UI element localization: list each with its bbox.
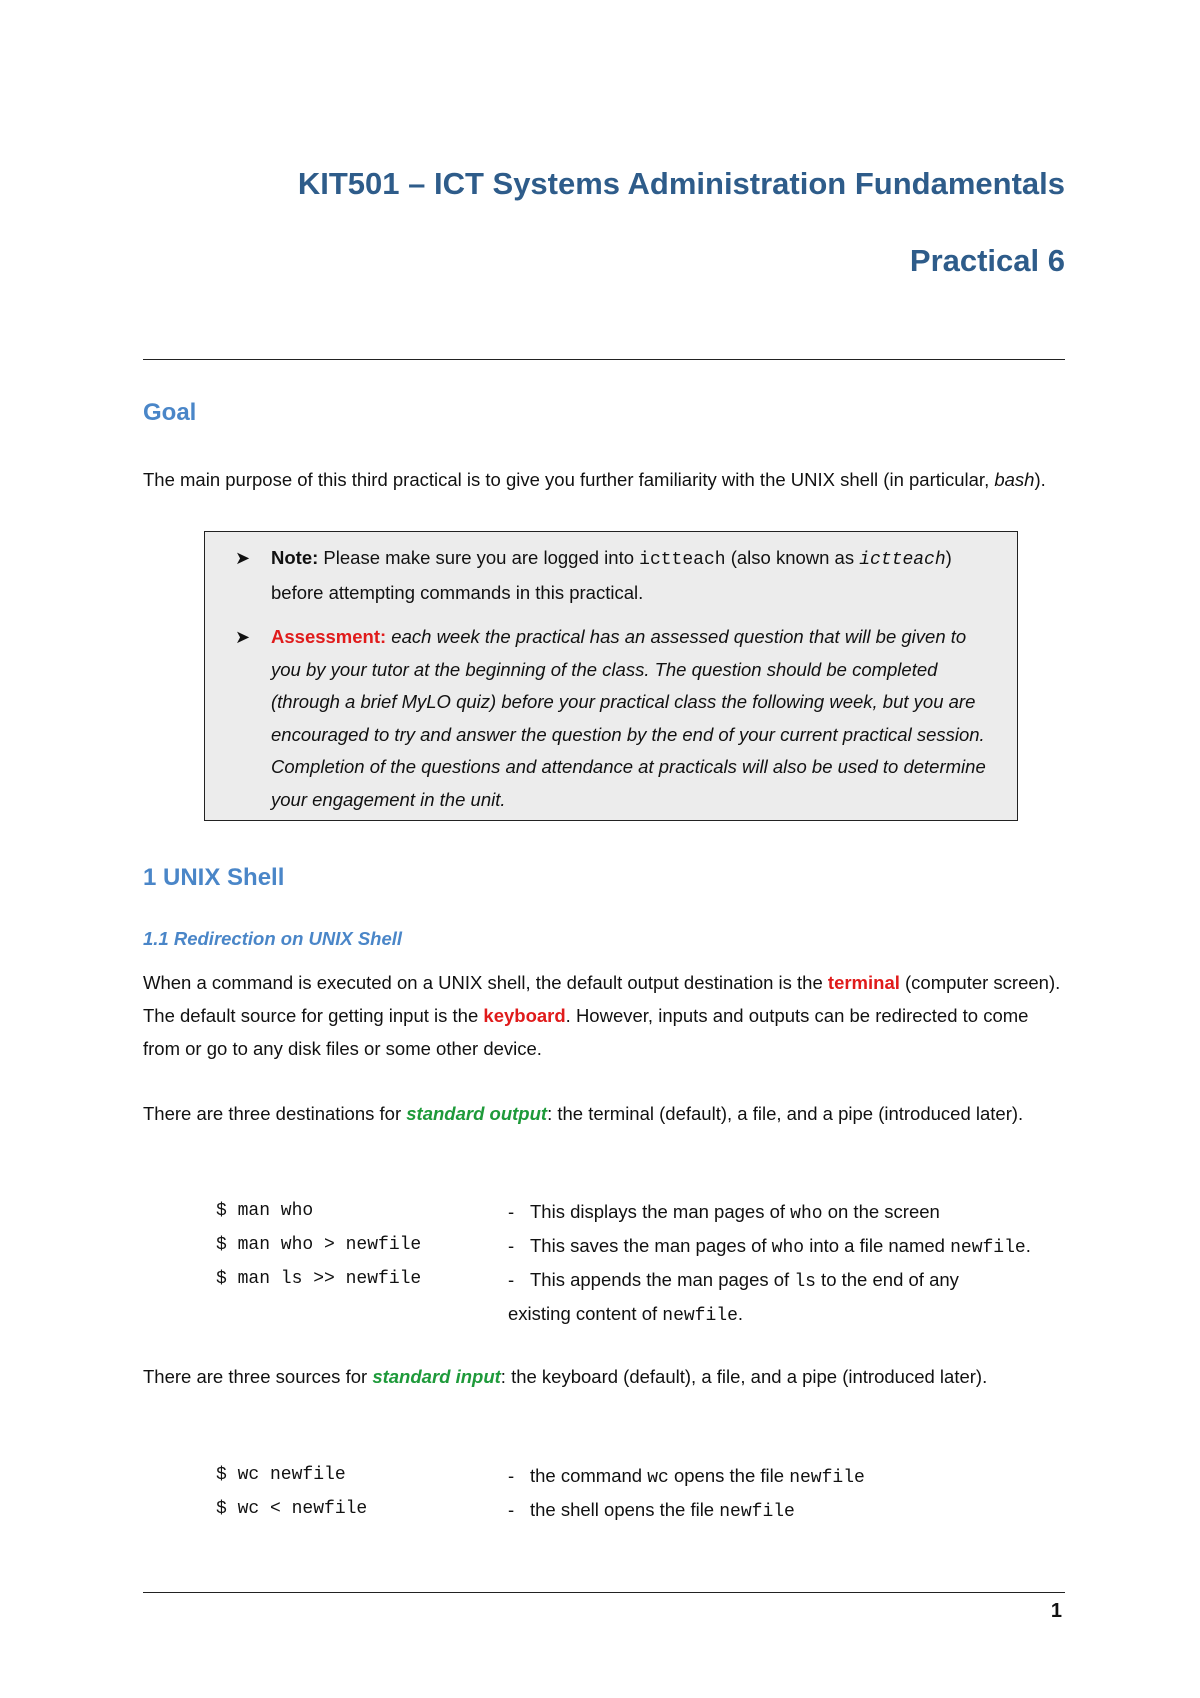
- desc-text: the command: [530, 1465, 648, 1486]
- stdout-paragraph: [143, 1097, 1063, 1130]
- desc-text: .: [1025, 1235, 1031, 1256]
- assessment-label: Assessment:: [271, 626, 387, 647]
- header-divider: [143, 359, 1065, 360]
- command-row-continuation: [216, 1297, 1116, 1331]
- command-code: $ wc newfile: [216, 1465, 346, 1485]
- command-description: [508, 1493, 795, 1529]
- standard-input-term: standard input: [372, 1366, 501, 1387]
- inline-code: ls: [794, 1272, 816, 1292]
- note-item: [223, 542, 999, 609]
- document-title: KIT501 – ICT Systems Administration Fundamentals: [297, 166, 1065, 201]
- p1-text-3: . However, inputs and outputs can be redirected to come from or go to any disk files or some other device.: [143, 1005, 1029, 1059]
- keyboard-keyword: keyboard: [483, 1005, 566, 1026]
- dash: -: [508, 1269, 515, 1290]
- dash: -: [508, 1201, 515, 1222]
- dash: -: [508, 1465, 515, 1486]
- arrow-bullet-icon: ➤: [235, 548, 251, 568]
- desc-text: This displays the man pages of: [530, 1201, 791, 1222]
- p1-text: When a command is executed on a UNIX shell, the default output destination is the: [143, 972, 828, 993]
- goal-paragraph: [143, 463, 1063, 496]
- document-subtitle: Practical 6: [909, 243, 1065, 278]
- command-code: $ man who: [216, 1201, 314, 1221]
- command-description: [508, 1459, 865, 1495]
- assessment-text: each week the practical has an assessed question that will be given to you by your tutor at the beginning of the class. The question should be completed (through a brief MyLO quiz) before your practical class the following week, but you are encouraged to try and answer the question by the end of your current practical session. Completion of the questions and attendance at practicals will also be used to determine your engagement in the unit.: [271, 626, 986, 810]
- command-row: [216, 1195, 1116, 1229]
- arrow-bullet-icon: ➤: [235, 627, 251, 647]
- footer-divider: [143, 1592, 1065, 1593]
- command-row: [216, 1493, 1116, 1527]
- p2-text: There are three destinations for: [143, 1103, 407, 1124]
- inline-code: newfile: [662, 1306, 738, 1326]
- host-name: ictteach: [639, 550, 726, 570]
- command-description-continued: [508, 1297, 743, 1333]
- note-box: [204, 531, 1018, 821]
- p2-text-2: : the terminal (default), a file, and a pipe (introduced later).: [547, 1103, 1024, 1124]
- host-alias: ictteach: [859, 550, 946, 570]
- command-row: [216, 1263, 1116, 1297]
- section-heading: 1 UNIX Shell: [143, 864, 285, 891]
- inline-code: wc: [647, 1468, 669, 1488]
- page-number: 1: [1050, 1600, 1062, 1622]
- inline-code: newfile: [950, 1238, 1026, 1258]
- command-description: [508, 1263, 959, 1299]
- desc-text: on the screen: [822, 1201, 940, 1222]
- command-code: $ man ls >> newfile: [216, 1269, 422, 1289]
- desc-text: the shell opens the file: [530, 1499, 720, 1520]
- output-commands-table: [216, 1195, 1116, 1331]
- standard-output-term: standard output: [406, 1103, 548, 1124]
- note-text: Please make sure you are logged into: [318, 547, 640, 568]
- command-code: $ man who > newfile: [216, 1235, 422, 1255]
- p1-text-2: (computer screen). The default source for getting input is the: [143, 972, 1061, 1026]
- redirection-paragraph: [143, 966, 1063, 1065]
- inline-code: who: [771, 1238, 805, 1258]
- note-text-3: ) before attempting commands in this practical.: [271, 547, 952, 603]
- desc-text: This saves the man pages of: [530, 1235, 772, 1256]
- goal-bash: bash: [994, 469, 1035, 490]
- goal-text-end: ).: [1034, 469, 1046, 490]
- command-description: [508, 1229, 1031, 1265]
- assessment-item: [223, 621, 999, 816]
- input-commands-table: [216, 1459, 1116, 1527]
- note-text-2: (also known as: [725, 547, 860, 568]
- desc-text: into a file named: [804, 1235, 951, 1256]
- inline-code: newfile: [719, 1502, 795, 1522]
- inline-code: newfile: [789, 1468, 865, 1488]
- command-row: [216, 1229, 1116, 1263]
- dash: -: [508, 1235, 515, 1256]
- desc-text: existing content of: [508, 1303, 663, 1324]
- command-description: [508, 1195, 940, 1231]
- stdin-paragraph: [143, 1360, 1063, 1393]
- goal-text: The main purpose of this third practical is to give you further familiarity with the UNIX shell (in particular,: [143, 469, 995, 490]
- p3-text-2: : the keyboard (default), a file, and a pipe (introduced later).: [500, 1366, 988, 1387]
- note-label: Note:: [271, 547, 319, 568]
- desc-text: .: [737, 1303, 744, 1324]
- command-row: [216, 1459, 1116, 1493]
- desc-text: to the end of any: [815, 1269, 959, 1290]
- desc-text: opens the file: [668, 1465, 790, 1486]
- desc-text: This appends the man pages of: [530, 1269, 795, 1290]
- inline-code: who: [790, 1204, 823, 1224]
- goal-heading: Goal: [143, 399, 197, 426]
- subsection-heading: 1.1 Redirection on UNIX Shell: [143, 928, 403, 949]
- command-code: $ wc < newfile: [216, 1499, 368, 1519]
- dash: -: [508, 1499, 515, 1520]
- terminal-keyword: terminal: [827, 972, 900, 993]
- p3-text: There are three sources for: [143, 1366, 373, 1387]
